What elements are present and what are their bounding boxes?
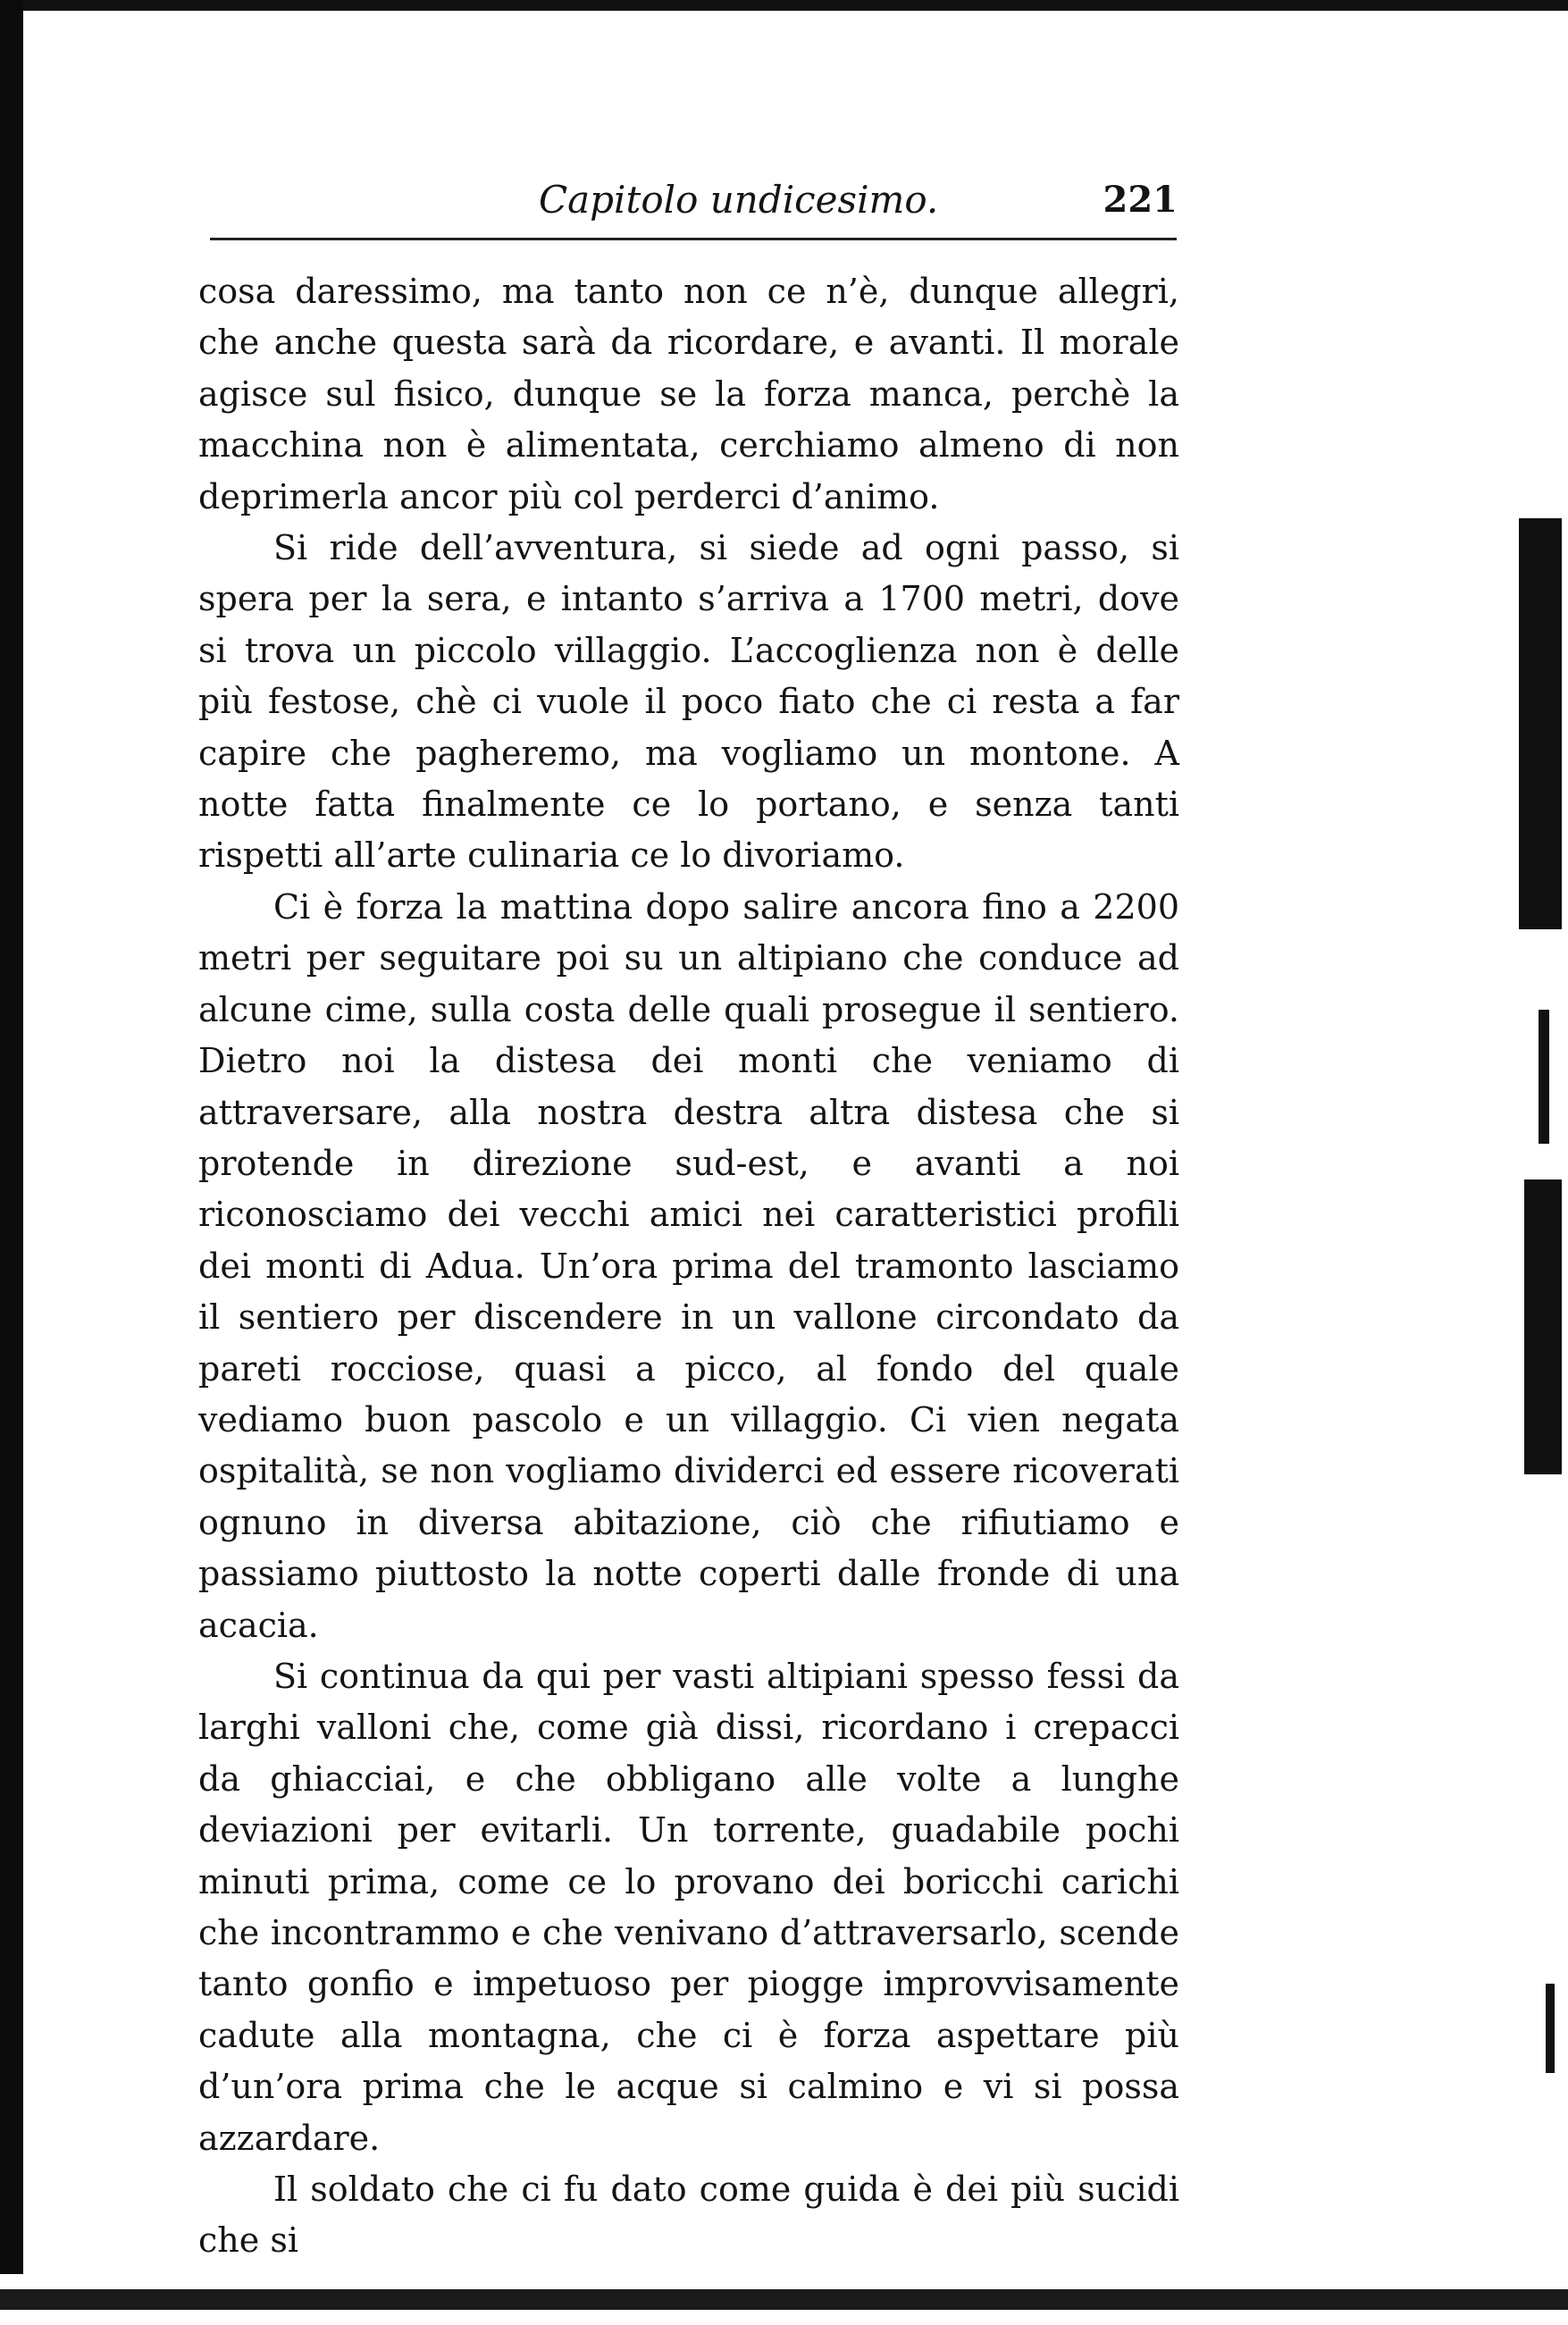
paragraph: Il soldato che ci fu dato come guida è dei più sucidi che si <box>198 2170 1179 2261</box>
body-text <box>198 266 1179 2267</box>
scan-bleed-mark <box>1546 1984 1555 2073</box>
paragraph: Ci è forza la mattina dopo salire ancora fino a 2200 metri per seguitare poi su un altipiano che conduce ad alcune cime, sulla costa delle quali prosegue il sentiero. Dietro noi la distesa dei monti che veniamo di attraversare, alla nostra destra altra distesa che si protende in direzione sud-est, e avanti a noi riconosciamo dei vecchi amici nei caratteristici profili dei monti di Adua. Un’ora prima del tramonto lasciamo il sentiero per discendere in un vallone circondato da pareti rocciose, quasi a picco, al fondo del quale vediamo buon pascolo e un villaggio. Ci vien negata ospitalità, se non vogliamo dividerci ed essere ricoverati ognuno in diversa abitazione, ciò che rifiutiamo e passiamo piuttosto la notte coperti dalle fronde di una acacia. <box>198 886 1179 1645</box>
page-number: 221 <box>1103 179 1178 221</box>
chapter-title: Capitolo undicesimo. <box>539 178 939 222</box>
scan-bottom-edge <box>0 2274 1568 2325</box>
paragraph: Si continua da qui per vasti altipiani spesso fessi da larghi valloni che, come già dissi, ricordano i crepacci da ghiacciai, e che obbligano alle volte a lunghe deviazioni per evitarli. Un torrente, guadabile pochi minuti prima, come ce lo provano dei boricchi carichi che incontrammo e che venivano d’attraversarlo, scende tanto gonfio e impetuoso per piogge improvvisamente cadute alla montagna, che ci è forza aspettare più d’un’ora prima che le acque si calmino e vi si possa azzardare. <box>198 1656 1179 2158</box>
scan-bleed-mark <box>1524 1179 1562 1474</box>
scan-bleed-mark <box>1539 1010 1549 1144</box>
paragraph: Si ride dell’avventura, si siede ad ogni passo, si spera per la sera, e intanto s’arriva a 1700 metri, dove si trova un piccolo villaggio. L’accoglienza non è delle più festose, chè ci vuole il poco fiato che ci resta a far capire che pagheremo, ma vogliamo un montone. A notte fatta finalmente ce lo portano, e senza tanti rispetti all’arte culinaria ce lo divoriamo. <box>198 528 1179 876</box>
scan-left-edge <box>0 0 23 2325</box>
header-rule <box>210 238 1177 240</box>
scan-top-edge <box>0 0 1568 11</box>
scan-bleed-mark <box>1519 518 1562 929</box>
running-header <box>204 172 1178 228</box>
paragraph: cosa daressimo, ma tanto non ce n’è, dunque allegri, che anche questa sarà da ricordare, e avanti. Il morale agisce sul fisico, dunque se la forza manca, perchè la macchina non è alimentata, cerchiamo almeno di non deprimerla ancor più col perderci d’animo. <box>198 272 1179 516</box>
